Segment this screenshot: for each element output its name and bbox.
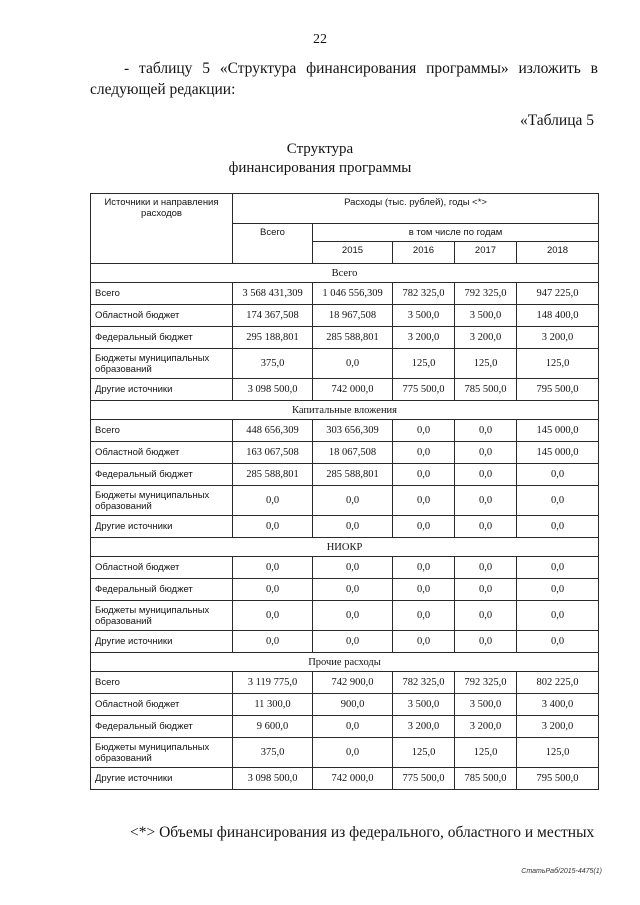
value-cell-v2016: 775 500,0 xyxy=(393,768,455,790)
row-source-name: Бюджеты муниципальных образований xyxy=(91,349,233,379)
value-cell-v2017: 0,0 xyxy=(455,557,517,579)
value-cell-v2015: 0,0 xyxy=(313,579,393,601)
row-source-name: Областной бюджет xyxy=(91,694,233,716)
table-title-line-2: финансирования программы xyxy=(228,160,412,176)
value-cell-v2015: 285 588,801 xyxy=(313,327,393,349)
value-cell-total: 0,0 xyxy=(233,486,313,516)
value-cell-v2015: 18 967,508 xyxy=(313,305,393,327)
value-cell-v2017: 792 325,0 xyxy=(455,672,517,694)
value-cell-v2016: 782 325,0 xyxy=(393,672,455,694)
row-source-name: Другие источники xyxy=(91,516,233,538)
document-stamp: СтатьРаб/2015-4475(1) xyxy=(521,868,602,875)
header-year-2016: 2016 xyxy=(393,242,455,264)
value-cell-total: 11 300,0 xyxy=(233,694,313,716)
table-label: «Таблица 5 xyxy=(519,112,594,129)
value-cell-v2015: 0,0 xyxy=(313,516,393,538)
value-cell-v2017: 0,0 xyxy=(455,631,517,653)
footnote: <*> Объемы финансирования из федерального, областного и местных xyxy=(130,824,595,841)
page-number: 22 xyxy=(313,32,327,47)
value-cell-v2015: 0,0 xyxy=(313,557,393,579)
value-cell-v2016: 3 200,0 xyxy=(393,327,455,349)
value-cell-total: 3 098 500,0 xyxy=(233,379,313,401)
value-cell-v2016: 3 200,0 xyxy=(393,716,455,738)
financing-structure-table xyxy=(90,193,599,790)
value-cell-total: 9 600,0 xyxy=(233,716,313,738)
value-cell-total: 285 588,801 xyxy=(233,464,313,486)
value-cell-v2018: 0,0 xyxy=(517,486,599,516)
row-source-name: Бюджеты муниципальных образований xyxy=(91,738,233,768)
value-cell-v2016: 3 500,0 xyxy=(393,305,455,327)
row-source-name: Областной бюджет xyxy=(91,442,233,464)
value-cell-v2018: 148 400,0 xyxy=(517,305,599,327)
value-cell-v2015: 0,0 xyxy=(313,601,393,631)
header-by-years-cell: в том числе по годам xyxy=(313,224,599,242)
row-source-name: Другие источники xyxy=(91,768,233,790)
section-header-row xyxy=(91,401,599,420)
section-title: Прочие расходы xyxy=(91,653,599,672)
value-cell-v2017: 125,0 xyxy=(455,349,517,379)
value-cell-v2018: 0,0 xyxy=(517,516,599,538)
row-source-name: Бюджеты муниципальных образований xyxy=(91,601,233,631)
value-cell-v2017: 0,0 xyxy=(455,579,517,601)
value-cell-v2016: 0,0 xyxy=(393,557,455,579)
value-cell-total: 0,0 xyxy=(233,516,313,538)
row-source-name: Федеральный бюджет xyxy=(91,716,233,738)
table-row xyxy=(91,738,599,768)
value-cell-v2016: 0,0 xyxy=(393,516,455,538)
value-cell-v2017: 785 500,0 xyxy=(455,379,517,401)
value-cell-v2017: 0,0 xyxy=(455,486,517,516)
value-cell-v2015: 900,0 xyxy=(313,694,393,716)
header-year-2018: 2018 xyxy=(517,242,599,264)
value-cell-v2015: 742 900,0 xyxy=(313,672,393,694)
table-body xyxy=(91,264,599,790)
header-expenses-cell: Расходы (тыс. рублей), годы <*> xyxy=(233,194,599,224)
value-cell-total: 295 188,801 xyxy=(233,327,313,349)
value-cell-v2018: 125,0 xyxy=(517,349,599,379)
value-cell-v2016: 782 325,0 xyxy=(393,283,455,305)
value-cell-v2016: 0,0 xyxy=(393,464,455,486)
table-row xyxy=(91,486,599,516)
value-cell-v2017: 0,0 xyxy=(455,464,517,486)
value-cell-v2017: 3 200,0 xyxy=(455,716,517,738)
value-cell-v2018: 0,0 xyxy=(517,631,599,653)
value-cell-v2017: 125,0 xyxy=(455,738,517,768)
value-cell-v2017: 3 500,0 xyxy=(455,694,517,716)
row-source-name: Другие источники xyxy=(91,379,233,401)
value-cell-v2017: 0,0 xyxy=(455,420,517,442)
table-row xyxy=(91,768,599,790)
value-cell-v2018: 3 400,0 xyxy=(517,694,599,716)
value-cell-v2015: 0,0 xyxy=(313,486,393,516)
row-source-name: Областной бюджет xyxy=(91,557,233,579)
value-cell-v2018: 795 500,0 xyxy=(517,768,599,790)
section-header-row xyxy=(91,264,599,283)
value-cell-v2016: 125,0 xyxy=(393,349,455,379)
section-title: НИОКР xyxy=(91,538,599,557)
value-cell-v2015: 742 000,0 xyxy=(313,379,393,401)
value-cell-v2018: 947 225,0 xyxy=(517,283,599,305)
section-header-row xyxy=(91,538,599,557)
value-cell-v2015: 0,0 xyxy=(313,349,393,379)
table-row xyxy=(91,305,599,327)
value-cell-total: 0,0 xyxy=(233,557,313,579)
value-cell-v2017: 0,0 xyxy=(455,516,517,538)
row-source-name: Всего xyxy=(91,283,233,305)
header-source-cell: Источники и направления расходов xyxy=(91,194,233,264)
value-cell-v2017: 3 500,0 xyxy=(455,305,517,327)
value-cell-v2017: 0,0 xyxy=(455,442,517,464)
table-title-line-1: Структура xyxy=(286,141,354,157)
value-cell-total: 0,0 xyxy=(233,601,313,631)
table-row xyxy=(91,327,599,349)
value-cell-v2017: 792 325,0 xyxy=(455,283,517,305)
value-cell-v2015: 285 588,801 xyxy=(313,464,393,486)
table-row xyxy=(91,349,599,379)
value-cell-v2015: 0,0 xyxy=(313,738,393,768)
table-row xyxy=(91,464,599,486)
table-row xyxy=(91,694,599,716)
header-year-2017: 2017 xyxy=(455,242,517,264)
header-total-cell: Всего xyxy=(233,224,313,264)
value-cell-total: 0,0 xyxy=(233,631,313,653)
value-cell-total: 174 367,508 xyxy=(233,305,313,327)
value-cell-v2015: 0,0 xyxy=(313,631,393,653)
table-row xyxy=(91,672,599,694)
table-row xyxy=(91,716,599,738)
value-cell-total: 0,0 xyxy=(233,579,313,601)
value-cell-v2018: 3 200,0 xyxy=(517,716,599,738)
row-source-name: Федеральный бюджет xyxy=(91,464,233,486)
value-cell-v2016: 0,0 xyxy=(393,442,455,464)
value-cell-v2016: 3 500,0 xyxy=(393,694,455,716)
table-row xyxy=(91,283,599,305)
value-cell-v2018: 3 200,0 xyxy=(517,327,599,349)
value-cell-v2018: 0,0 xyxy=(517,579,599,601)
value-cell-total: 3 119 775,0 xyxy=(233,672,313,694)
value-cell-v2016: 0,0 xyxy=(393,420,455,442)
value-cell-v2016: 775 500,0 xyxy=(393,379,455,401)
value-cell-v2016: 0,0 xyxy=(393,486,455,516)
value-cell-v2015: 0,0 xyxy=(313,716,393,738)
row-source-name: Областной бюджет xyxy=(91,305,233,327)
table-row xyxy=(91,557,599,579)
value-cell-v2017: 785 500,0 xyxy=(455,768,517,790)
row-source-name: Другие источники xyxy=(91,631,233,653)
value-cell-v2017: 3 200,0 xyxy=(455,327,517,349)
row-source-name: Всего xyxy=(91,672,233,694)
section-header-row xyxy=(91,653,599,672)
value-cell-v2015: 742 000,0 xyxy=(313,768,393,790)
section-title: Всего xyxy=(91,264,599,283)
value-cell-total: 3 568 431,309 xyxy=(233,283,313,305)
table-title xyxy=(0,140,640,178)
table-row xyxy=(91,631,599,653)
value-cell-v2016: 125,0 xyxy=(393,738,455,768)
value-cell-v2018: 0,0 xyxy=(517,557,599,579)
value-cell-v2016: 0,0 xyxy=(393,631,455,653)
value-cell-v2018: 145 000,0 xyxy=(517,420,599,442)
table-row xyxy=(91,442,599,464)
value-cell-total: 375,0 xyxy=(233,738,313,768)
row-source-name: Федеральный бюджет xyxy=(91,327,233,349)
value-cell-v2018: 145 000,0 xyxy=(517,442,599,464)
value-cell-v2015: 18 067,508 xyxy=(313,442,393,464)
value-cell-v2016: 0,0 xyxy=(393,601,455,631)
section-title: Капитальные вложения xyxy=(91,401,599,420)
table-row xyxy=(91,579,599,601)
value-cell-v2015: 303 656,309 xyxy=(313,420,393,442)
value-cell-v2018: 125,0 xyxy=(517,738,599,768)
value-cell-v2017: 0,0 xyxy=(455,601,517,631)
table-row xyxy=(91,516,599,538)
row-source-name: Федеральный бюджет xyxy=(91,579,233,601)
value-cell-total: 3 098 500,0 xyxy=(233,768,313,790)
table-row xyxy=(91,420,599,442)
value-cell-v2015: 1 046 556,309 xyxy=(313,283,393,305)
value-cell-v2018: 802 225,0 xyxy=(517,672,599,694)
value-cell-v2018: 795 500,0 xyxy=(517,379,599,401)
row-source-name: Бюджеты муниципальных образований xyxy=(91,486,233,516)
value-cell-total: 163 067,508 xyxy=(233,442,313,464)
value-cell-v2016: 0,0 xyxy=(393,579,455,601)
value-cell-total: 448 656,309 xyxy=(233,420,313,442)
value-cell-total: 375,0 xyxy=(233,349,313,379)
value-cell-v2018: 0,0 xyxy=(517,464,599,486)
table-row xyxy=(91,601,599,631)
value-cell-v2018: 0,0 xyxy=(517,601,599,631)
table-row xyxy=(91,379,599,401)
header-year-2015: 2015 xyxy=(313,242,393,264)
intro-paragraph: - таблицу 5 «Структура финансирования программы» изложить в следующей редакции: xyxy=(90,60,598,98)
row-source-name: Всего xyxy=(91,420,233,442)
